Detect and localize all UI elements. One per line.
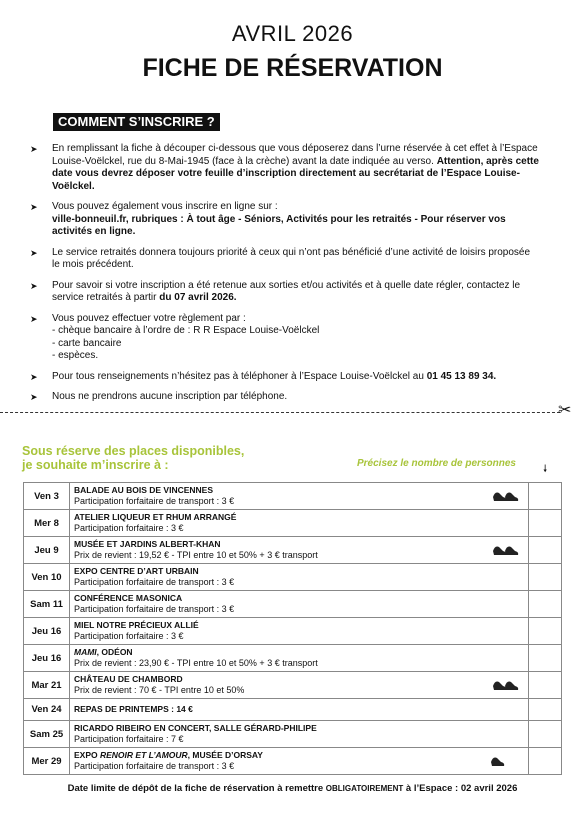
instruction-item bbox=[30, 313, 540, 363]
event-day: Ven 3 bbox=[24, 483, 70, 510]
event-title-text: CHÂTEAU DE CHAMBORD bbox=[74, 674, 183, 684]
reservation-heading bbox=[22, 444, 244, 472]
instruction-date: du 07 avril 2026. bbox=[159, 292, 237, 303]
instruction-text: Pour savoir si votre inscription a été retenue aux sorties et/ou activités et à quelle date régler, contactez le service retraités à partir bbox=[52, 279, 521, 303]
event-day: Sam 11 bbox=[24, 591, 70, 618]
event-price: Participation forfaitaire : 3 € bbox=[74, 631, 184, 641]
event-description bbox=[70, 748, 529, 775]
event-row bbox=[24, 537, 562, 564]
instruction-item bbox=[30, 201, 540, 239]
event-price: Participation forfaitaire de transport : 3 € bbox=[74, 496, 235, 506]
event-title-text: RICARDO RIBEIRO EN CONCERT, SALLE GÉRARD-PHILIPE bbox=[74, 723, 317, 733]
payment-card: - carte bancaire bbox=[52, 337, 122, 349]
cut-line bbox=[0, 412, 560, 413]
arrow-bullet-icon: ➤ bbox=[30, 392, 38, 402]
event-description bbox=[70, 672, 529, 699]
shoe-shape bbox=[493, 493, 506, 502]
event-price: Participation forfaitaire de transport : 3 € bbox=[74, 604, 235, 614]
howto-label: COMMENT S’INSCRIRE ? bbox=[53, 113, 220, 131]
event-description bbox=[70, 645, 529, 672]
event-row bbox=[24, 748, 562, 775]
persons-count-box[interactable] bbox=[529, 672, 562, 699]
persons-count-box[interactable] bbox=[529, 537, 562, 564]
persons-count-box[interactable] bbox=[529, 564, 562, 591]
event-price: Participation forfaitaire : 3 € bbox=[74, 523, 184, 533]
event-price: Participation forfaitaire de transport : 3 € bbox=[74, 577, 235, 587]
event-day: Mar 21 bbox=[24, 672, 70, 699]
arrow-bullet-icon: ➤ bbox=[30, 280, 38, 291]
arrow-bullet-icon: ➤ bbox=[30, 313, 38, 324]
scissors-icon: ✂ bbox=[558, 402, 572, 419]
arrow-bullet-icon: ➤ bbox=[30, 144, 38, 154]
instruction-item bbox=[30, 247, 540, 272]
event-row bbox=[24, 591, 562, 618]
event-title-italic: RENOIR ET L’AMOUR bbox=[99, 750, 188, 760]
event-description bbox=[70, 618, 529, 645]
events-table bbox=[23, 482, 562, 775]
walking-shoes-icon bbox=[490, 754, 508, 768]
walking-shoes-icon bbox=[492, 543, 522, 557]
arrow-bullet-icon: ➤ bbox=[30, 371, 38, 382]
instruction-text: Pour tous renseignements n’hésitez pas à téléphoner à l’Espace Louise-Voëlckel au bbox=[52, 370, 424, 382]
event-title bbox=[74, 704, 524, 715]
shoe-shape bbox=[505, 493, 518, 502]
event-price: Prix de revient : 70 € - TPI entre 10 et 50% bbox=[74, 685, 245, 695]
event-row bbox=[24, 699, 562, 721]
instruction-bold-text: Attention, après cette date vous devrez déposer votre feuille d’inscription directement au secrétariat de l’Espace Louise-Voëlckel. bbox=[52, 155, 539, 192]
walking-shoes-icon bbox=[492, 678, 522, 692]
event-title-text: , MUSÉE D’ORSAY bbox=[187, 750, 263, 760]
page-header bbox=[0, 20, 585, 84]
event-title bbox=[74, 485, 524, 496]
event-title-text: ATELIER LIQUEUR ET RHUM ARRANGÉ bbox=[74, 512, 237, 522]
page-title: FICHE DE RÉSERVATION bbox=[142, 54, 443, 82]
event-title bbox=[74, 593, 524, 604]
event-title bbox=[74, 674, 524, 685]
instruction-item bbox=[30, 280, 540, 305]
instruction-text: Le service retraités donnera toujours priorité à ceux qui n’ont pas bénéficié d’une activité de loisirs proposée le mois précédent. bbox=[52, 246, 531, 270]
event-price: Prix de revient : 23,90 € - TPI entre 10 et 50% + 3 € transport bbox=[74, 658, 318, 668]
persons-count-box[interactable] bbox=[529, 721, 562, 748]
event-title bbox=[74, 539, 524, 550]
event-title bbox=[74, 512, 524, 523]
event-description bbox=[70, 510, 529, 537]
instruction-item bbox=[30, 391, 540, 404]
event-price: Participation forfaitaire de transport : 3 € bbox=[74, 761, 235, 771]
event-price: Participation forfaitaire : 7 € bbox=[74, 734, 184, 744]
shoe-shape bbox=[493, 682, 506, 691]
arrow-bullet-icon: ➤ bbox=[30, 247, 38, 258]
instruction-bold-text: Nous ne prendrons aucune inscription par téléphone. bbox=[52, 391, 288, 402]
down-arrow-icon: 🠗 bbox=[543, 464, 548, 475]
deadline-mandatory: OBLIGATOIREMENT bbox=[325, 784, 404, 793]
event-title-prefix: EXPO bbox=[74, 750, 100, 760]
event-row bbox=[24, 483, 562, 510]
event-title-text: CONFÉRENCE MASONICA bbox=[74, 593, 183, 603]
event-price: Prix de revient : 19,52 € - TPI entre 10 et 50% + 3 € transport bbox=[74, 550, 318, 560]
event-row bbox=[24, 645, 562, 672]
shoe-shape bbox=[493, 547, 506, 556]
persons-count-box[interactable] bbox=[529, 510, 562, 537]
event-day: Jeu 16 bbox=[24, 618, 70, 645]
event-day: Jeu 9 bbox=[24, 537, 70, 564]
instruction-link-text[interactable]: ville-bonneuil.fr, rubriques : À tout âge - Séniors, Activités pour les retraités - Pour réserver vos activités en ligne. bbox=[52, 213, 506, 237]
shoe-shape bbox=[491, 758, 504, 767]
persons-count-box[interactable] bbox=[529, 618, 562, 645]
deadline-text: Date limite de dépôt de la fiche de réservation à remettre bbox=[67, 783, 324, 794]
event-title bbox=[74, 723, 524, 734]
event-description bbox=[70, 537, 529, 564]
event-title-text: REPAS DE PRINTEMPS : 14 € bbox=[74, 704, 193, 714]
event-description bbox=[70, 591, 529, 618]
event-title-text: EXPO CENTRE D’ART URBAIN bbox=[74, 566, 199, 576]
persons-count-box[interactable] bbox=[529, 483, 562, 510]
event-day: Sam 25 bbox=[24, 721, 70, 748]
persons-count-hint: Précisez le nombre de personnes bbox=[357, 458, 516, 469]
event-day: Mer 29 bbox=[24, 748, 70, 775]
event-title-text: BALADE AU BOIS DE VINCENNES bbox=[74, 485, 214, 495]
event-description bbox=[70, 721, 529, 748]
instruction-item bbox=[30, 371, 540, 384]
event-title bbox=[74, 620, 524, 631]
event-title bbox=[74, 750, 524, 761]
event-day: Jeu 16 bbox=[24, 645, 70, 672]
event-title bbox=[74, 566, 524, 577]
arrow-bullet-icon: ➤ bbox=[30, 202, 38, 212]
month-title: AVRIL 2026 bbox=[231, 21, 354, 46]
event-description bbox=[70, 483, 529, 510]
event-title bbox=[74, 647, 524, 658]
shoe-shape bbox=[505, 547, 518, 556]
payment-cash: - espèces. bbox=[52, 350, 99, 361]
walking-shoes-icon bbox=[492, 489, 522, 503]
payment-intro: Vous pouvez effectuer votre règlement par : bbox=[52, 312, 246, 324]
persons-count-box[interactable] bbox=[529, 699, 562, 721]
payment-cheque: - chèque bancaire à l’ordre de : R R Espace Louise-Voëlckel bbox=[52, 325, 320, 336]
persons-count-box[interactable] bbox=[529, 748, 562, 775]
event-title-text: MUSÉE ET JARDINS ALBERT-KHAN bbox=[74, 539, 221, 549]
persons-count-box[interactable] bbox=[529, 591, 562, 618]
event-day: Ven 10 bbox=[24, 564, 70, 591]
event-row bbox=[24, 721, 562, 748]
event-row bbox=[24, 564, 562, 591]
event-row bbox=[24, 672, 562, 699]
event-day: Ven 24 bbox=[24, 699, 70, 721]
instruction-text: En remplissant la fiche à découper ci-dessous que vous déposerez dans l’urne réservée à cet effet à l’Espace Louise-Voëlckel, rue du 8-Mai-1945 (face à la crèche) avant la date indiquée au verso. bbox=[52, 143, 538, 167]
deadline-footer bbox=[0, 783, 585, 794]
reservation-heading-line2: je souhaite m’inscrire à : bbox=[22, 458, 169, 472]
instructions-list bbox=[30, 143, 540, 412]
event-row bbox=[24, 618, 562, 645]
phone-number: 01 45 13 89 34. bbox=[426, 370, 497, 382]
shoe-shape bbox=[505, 682, 518, 691]
event-description bbox=[70, 699, 529, 721]
event-day: Mer 8 bbox=[24, 510, 70, 537]
event-title-italic: MAMI bbox=[74, 647, 97, 657]
event-title-text: MIEL NOTRE PRÉCIEUX ALLIÉ bbox=[74, 620, 199, 630]
instruction-item bbox=[30, 143, 540, 193]
persons-count-box[interactable] bbox=[529, 645, 562, 672]
event-row bbox=[24, 510, 562, 537]
event-title-text: , ODÉON bbox=[96, 647, 133, 657]
reservation-heading-line1: Sous réserve des places disponibles, bbox=[22, 444, 245, 458]
event-description bbox=[70, 564, 529, 591]
deadline-date: à l’Espace : 02 avril 2026 bbox=[405, 783, 518, 794]
instruction-text: Vous pouvez également vous inscrire en ligne sur : bbox=[52, 201, 278, 212]
